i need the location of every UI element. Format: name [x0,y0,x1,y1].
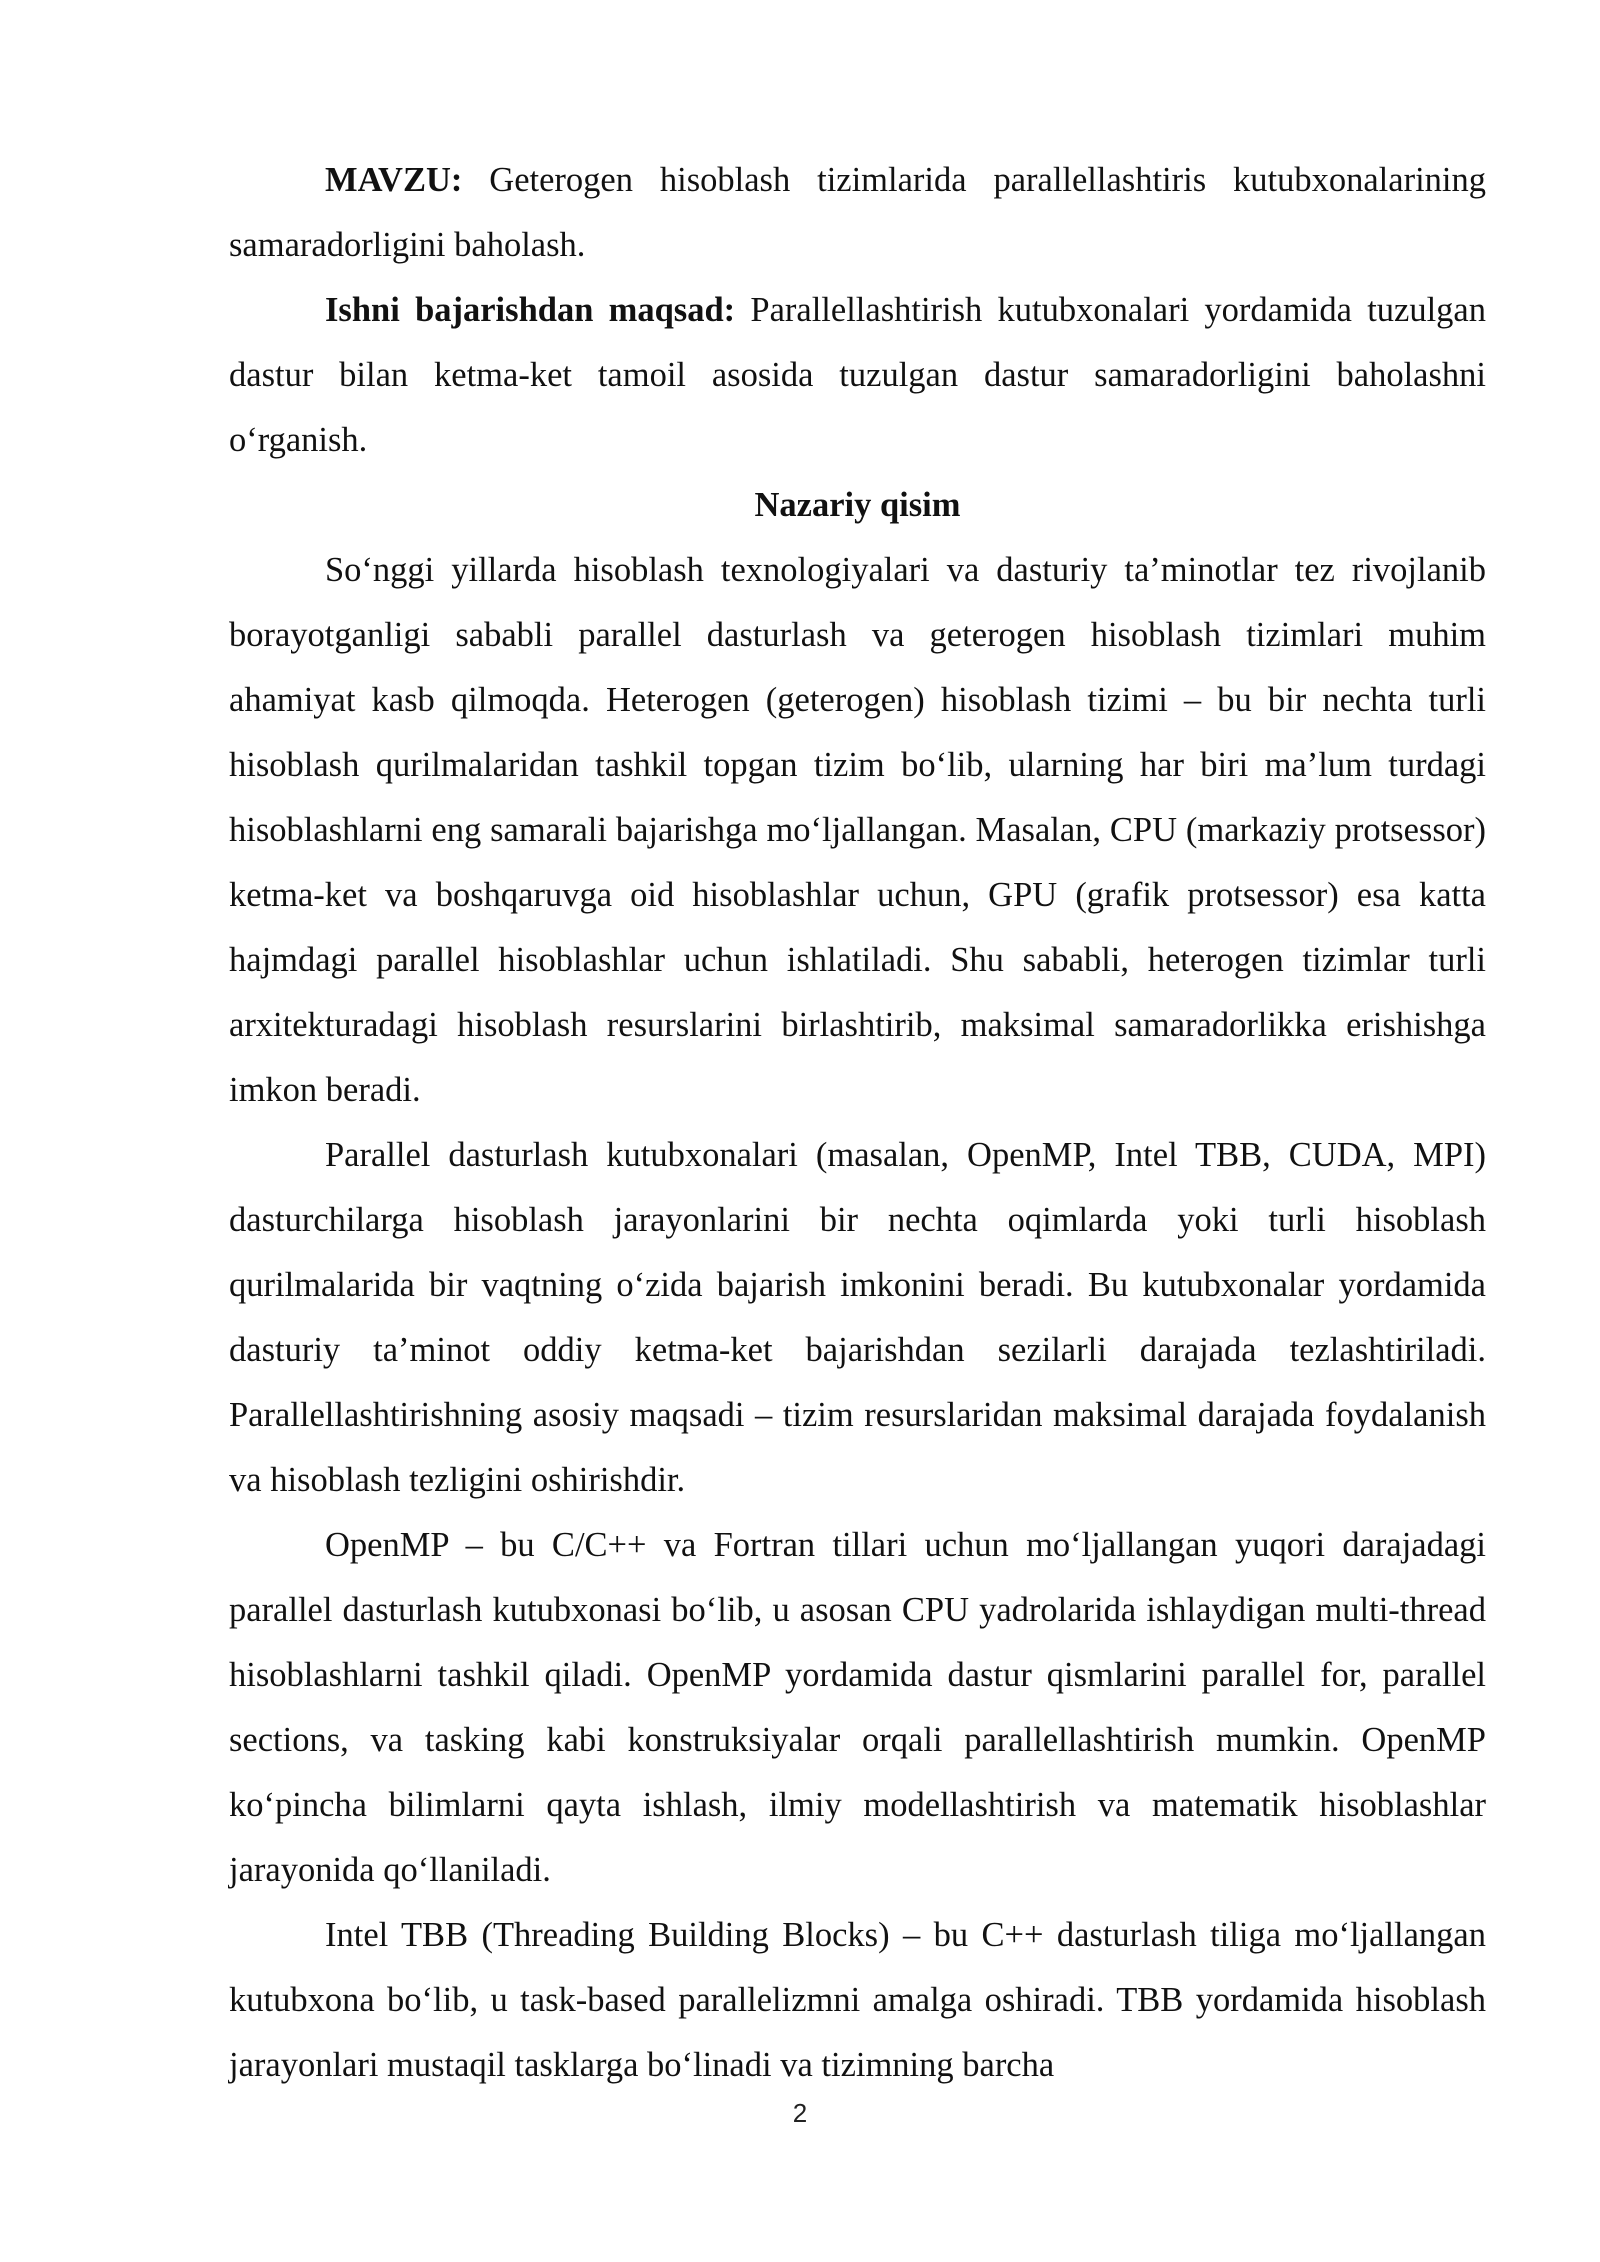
body-paragraph-3: OpenMP – bu C/C++ va Fortran tillari uchun mo‘ljallangan yuqori darajadagi parallel dasturlash kutubxonasi bo‘lib, u asosan CPU yadrolarida ishlaydigan multi-thread hisoblashlarni tashkil qiladi. OpenMP yordamida dastur qismlarini parallel for, parallel sections, va tasking kabi konstruksiyalar orqali parallellashtirish mumkin. OpenMP ko‘pincha bilimlarni qayta ishlash, ilmiy modellashtirish va matematik hisoblashlar jarayonida qo‘llaniladi. [229,1526,1486,1889]
goal-text: Parallellashtirish kutubxonalari yordamida tuzulgan dastur bilan ketma-ket tamoil asosida tuzulgan dastur samaradorligini baholashni o‘rganish. [229,291,1486,459]
body-paragraph-4: Intel TBB (Threading Building Blocks) – bu C++ dasturlash tiliga mo‘ljallangan kutubxona bo‘lib, u task-based parallelizmni amalga oshiradi. TBB yordamida hisoblash jarayonlari mustaqil tasklarga bo‘linadi va tizimning barcha [229,1916,1486,2084]
body-paragraph-2: Parallel dasturlash kutubxonalari (masalan, OpenMP, Intel TBB, CUDA, MPI) dasturchilarga hisoblash jarayonlarini bir nechta oqimlarda yoki turli hisoblash qurilmalarida bir vaqtning o‘zida bajarish imkonini beradi. Bu kutubxonalar yordamida dasturiy ta’minot oddiy ketma-ket bajarishdan sezilarli darajada tezlashtiriladi. Parallellashtirishning asosiy maqsadi – tizim resurslaridan maksimal darajada foydalanish va hisoblash tezligini oshirishdir. [229,1136,1486,1499]
topic-text: Geterogen hisoblash tizimlarida parallellashtiris kutubxonalarining samaradorligini baholash. [229,161,1486,264]
topic-paragraph [229,148,1486,278]
body-paragraph-1: So‘nggi yillarda hisoblash texnologiyalari va dasturiy ta’minotlar tez rivojlanib borayotganligi sababli parallel dasturlash va geterogen hisoblash tizimlari muhim ahamiyat kasb qilmoqda. Heterogen (geterogen) hisoblash tizimi – bu bir nechta turli hisoblash qurilmalaridan tashkil topgan tizim bo‘lib, ularning har biri ma’lum turdagi hisoblashlarni eng samarali bajarishga mo‘ljallangan. Masalan, CPU (markaziy protsessor) ketma-ket va boshqaruvga oid hisoblashlar uchun, GPU (grafik protsessor) esa katta hajmdagi parallel hisoblashlar uchun ishlatiladi. Shu sababli, heterogen tizimlar turli arxitekturadagi hisoblash resurslarini birlashtirib, maksimal samaradorlikka erishishga imkon beradi. [229,551,1486,1109]
document-page [229,148,1486,2098]
topic-label: MAVZU: [325,161,463,199]
goal-label: Ishni bajarishdan maqsad: [325,291,736,329]
section-heading: Nazariy qisim [754,486,961,524]
page-number: 2 [792,2098,808,2128]
goal-paragraph [229,278,1486,473]
